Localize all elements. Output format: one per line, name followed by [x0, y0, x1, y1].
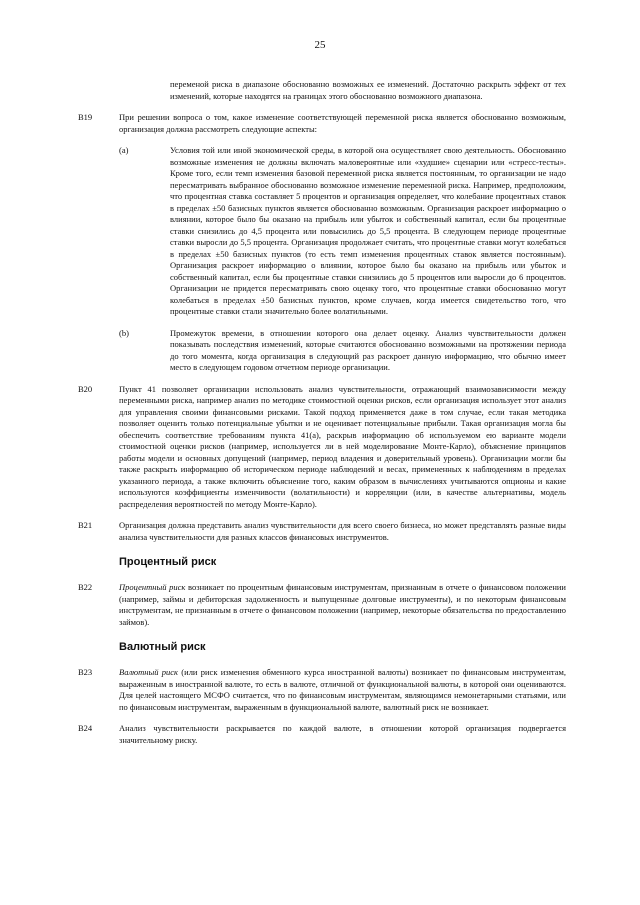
paragraph-b19 [78, 112, 566, 135]
paragraph-number: B23 [78, 667, 93, 677]
paragraph-b22 [78, 582, 566, 628]
paragraph-text [119, 582, 566, 628]
paragraph-b21 [78, 520, 566, 543]
paragraph-text: При решении вопроса о том, какое изменение соответствующей переменной риска является обоснованно возможным, организация должна рассмотреть следующие аспекты: [119, 112, 566, 134]
heading-interest-rate-risk: Процентный риск [119, 556, 217, 568]
paragraph-text [119, 667, 566, 713]
paragraph-number: B21 [78, 520, 93, 530]
defined-term: Процентный риск [119, 582, 186, 592]
paragraph-text: Организация должна представить анализ чувствительности для всего своего бизнеса, но может представлять разные виды анализа чувствительности для разных классов финансовых инструментов. [119, 520, 566, 542]
paragraph-number: B20 [78, 383, 93, 394]
page-body [78, 79, 566, 756]
heading-currency-risk: Валютный риск [119, 641, 206, 653]
paragraph-b24 [78, 723, 566, 746]
paragraph-body: возникает по процентным финансовым инструментам, признанным в отчете о финансовом положении (например, займы и дебиторская задолженность и выпущенные долговые инструменты), и по некоторым финансовым инструментам, не признанным в отчете о финансовом положении (например, некоторые обязательства по предоставлению займов). [119, 582, 566, 627]
page-number: 25 [314, 39, 326, 51]
subparagraph-label: (a) [119, 145, 129, 155]
paragraph-text: Анализ чувствительности раскрывается по каждой валюте, в отношении которой организация подвергается значительному риску. [119, 723, 566, 745]
subparagraph-a [119, 145, 566, 318]
paragraph-number: B19 [78, 112, 93, 122]
defined-term: Валютный риск [119, 667, 179, 677]
intro-paragraph: переменой риска в диапазоне обоснованно возможных ее изменений. Достаточно раскрыть эффект от тех изменений, которые находятся на границах этого обоснованно возможного диапазона. [170, 79, 566, 101]
subparagraph-b [119, 328, 566, 374]
paragraph-text: Пункт 41 позволяет организации использовать анализ чувствительности, отражающий взаимозависимости между переменными риска, например анализ по методике стоимостной оценки рисков, если организация использует этот анализ для управления своими финансовыми рисками. Такой подход применяется даже в том случае, если такая методика позволяет оценить только потенциальные убытки и не оценивает потенциальные прибыли. Такая организация могла бы обеспечить соответствие требованиям пункта 41(a), раскрыв информацию об используемом ею варианте модели стоимостной оценки рисков (например, используется ли в ней моделирование Монте-Карло), объяснение принципов работы модели и основных допущений (например, период владения и доверительный уровень). Организации могли бы также раскрыть информацию об историческом периоде наблюдений и весах, примененных к наблюдениям в пределах указанного периода, а также включить объяснение того, каким образом в вычислениях учитываются опционы и какие используются коэффициенты изменчивости (волатильности) и корреляции (или, в качестве альтернативы, модель распределения вероятностей по методу Монте-Карло). [119, 383, 566, 509]
paragraph-number: B24 [78, 723, 93, 733]
paragraph-b20 [78, 384, 566, 511]
subparagraph-text: Условия той или иной экономической среды, в которой она осуществляет свою деятельность. Обоснованно возможные изменения не должны включать маловероятные или «худшие» сценарии или «стресс-тесты». Кроме того, если темп изменения базовой переменной риска является постоянным, то организации не надо пересматривать выбранное обоснованно возможное изменение переменной риска. Например, предположим, что процентная ставка составляет 5 процентов и организация определяет, что колебание процентных ставок в пределах ±50 базисных пунктов является обоснованно возможным. Организация раскроет информацию о влиянии, которое было бы оказано на прибыль или убыток и собственный капитал, если бы процентные ставки снизились до 4,5 процента или повысились до 5,5 процента. В следующем периоде процентные ставки выросли до 5,5 процента. Организация продолжает считать, что процентные ставки могут колебаться в пределах ±50 базисных пунктов (то есть темп изменения процентных ставок является постоянным). Организация раскроет информацию о влиянии, которое было бы оказано на прибыль или убыток и собственный капитал, если бы процентные ставки снизились до 5 процентов или выросли до 6 процентов. Организации не придется пересматривать свою оценку того, что процентные ставки обоснованно могут колебаться в пределах ±50 базисных пунктов, кроме случаев, когда имеется свидетельство того, что процентные ставки стали значительно более волатильными. [170, 145, 566, 316]
paragraph-number: B22 [78, 582, 93, 592]
subparagraph-label: (b) [119, 327, 129, 338]
paragraph-body: (или риск изменения обменного курса иностранной валюты) возникает по финансовым инструментам, выраженным в иностранной валюте, то есть в валюте, отличной от функциональной валюты, в которой они оцениваются. Для целей настоящего МСФО считается, что по финансовым инструментам, являющимся немонетарными статьями, или по финансовым инструментам, выраженным в функциональной валюте, валютный риск не возникает. [119, 667, 566, 712]
paragraph-b23 [78, 667, 566, 713]
subparagraph-text: Промежуток времени, в отношении которого она делает оценку. Анализ чувствительности должен показывать последствия изменений, которые считаются обоснованно возможными на протяжении периода до того момента, когда организация в следующий раз раскроет данную информацию, что обычно имеет место в следующем годовом отчетном периоде организации. [170, 327, 566, 372]
